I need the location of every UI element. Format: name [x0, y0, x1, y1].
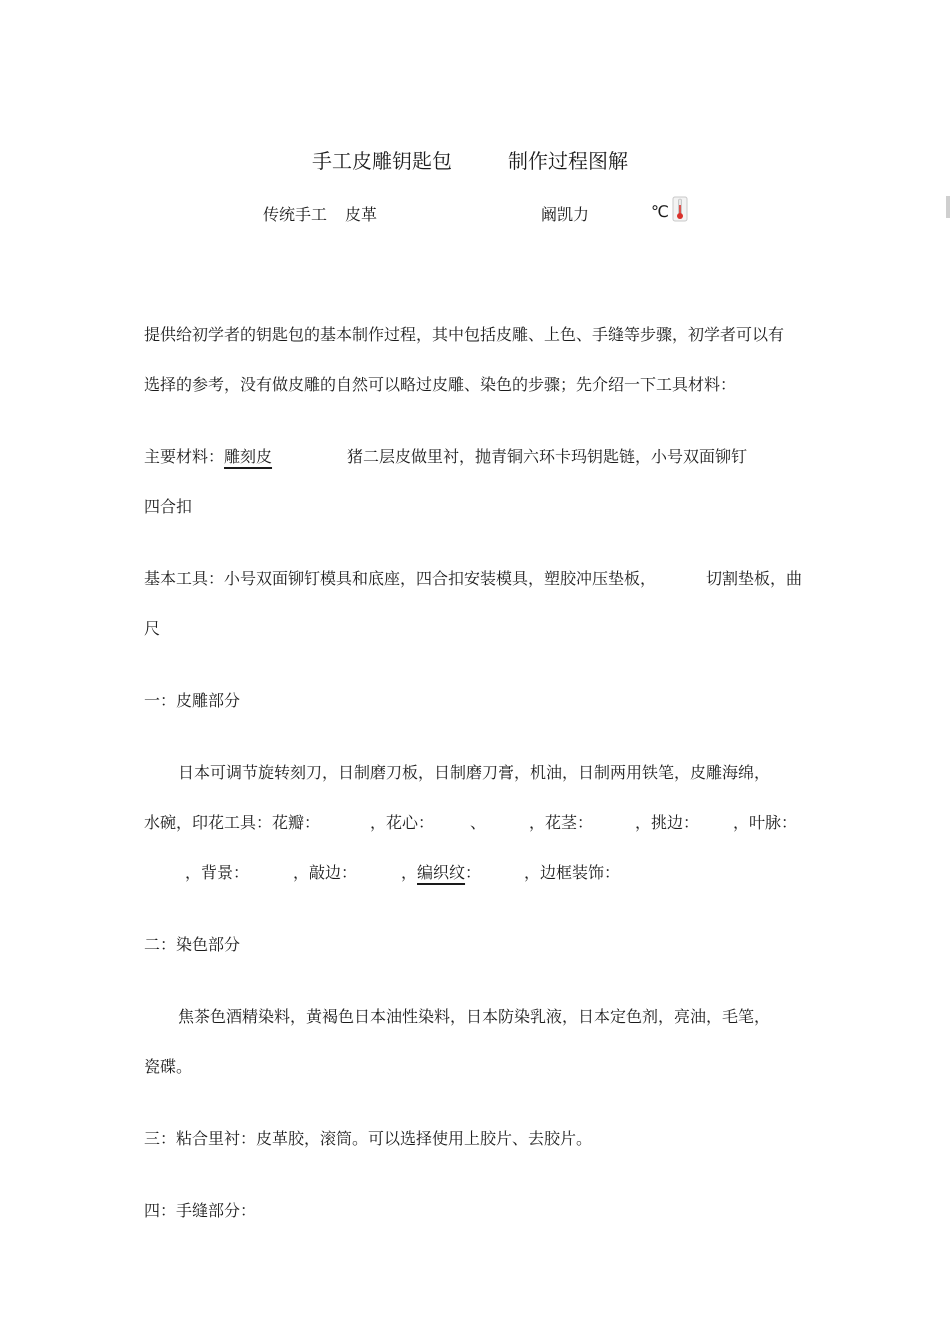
section1-line3-seg2 [401, 860, 481, 883]
subtitle-unit: ℃ [651, 202, 669, 221]
intro-line-2: 选择的参考，没有做皮雕的自然可以略过皮雕、染色的步骤；先介绍一下工具材料： [144, 375, 737, 394]
materials-label: 主要材料： [144, 447, 225, 466]
subtitle-category2: 皮革 [345, 205, 378, 224]
section1-line2-seg1: ，花心： [370, 813, 435, 832]
materials-line-2: 四合扣 [144, 497, 193, 516]
tools-part2: 切割垫板，曲 [706, 569, 803, 588]
section1-line2-seg2: 、 [470, 813, 487, 832]
section1-line3-seg1: ，敲边： [293, 863, 358, 882]
materials-line [144, 444, 272, 467]
page-edge-mark [946, 196, 950, 218]
section1-line-1: 日本可调节旋转刻刀，日制磨刀板，日制磨刀膏，机油，日制两用铁笔，皮雕海绵， [178, 763, 771, 782]
section1-line2-seg4: ，挑边： [635, 813, 700, 832]
section1-line2-seg5: ，叶脉： [733, 813, 798, 832]
section4-heading: 四：手缝部分： [144, 1201, 257, 1220]
tools-part1: 基本工具：小号双面铆钉模具和底座，四合扣安装模具，塑胶冲压垫板， [144, 569, 657, 588]
section1-heading: 一：皮雕部分 [144, 691, 241, 710]
section2-heading: 二：染色部分 [144, 935, 241, 954]
section1-line3-seg5: ，边框装饰： [524, 863, 621, 882]
section1-line3-seg0: ，背景： [185, 863, 250, 882]
subtitle-author: 阚凯力 [541, 205, 590, 224]
section1-weave-pattern: 编织纹 [417, 863, 466, 882]
title-part2: 制作过程图解 [508, 149, 628, 173]
section2-line-1: 焦茶色酒精染料，黄褐色日本油性染料，日本防染乳液，日本定色剂，亮油，毛笔， [178, 1007, 771, 1026]
thermometer-icon [672, 196, 688, 222]
section1-line3-colon: ： [465, 863, 482, 882]
section1-line2-seg3: ，花茎： [529, 813, 594, 832]
title-part1: 手工皮雕钥匙包 [312, 149, 452, 173]
materials-rest: 猪二层皮做里衬，抛青铜六环卡玛钥匙链，小号双面铆钉 [347, 447, 748, 466]
section3-text: 三：粘合里衬：皮革胶，滚筒。可以选择使用上胶片、去胶片。 [144, 1129, 593, 1148]
section1-line2-seg0: 水碗，印花工具：花瓣： [144, 813, 321, 832]
section2-line-2: 瓷碟。 [144, 1057, 193, 1076]
section1-line3-comma: ， [401, 863, 418, 882]
intro-line-1: 提供给初学者的钥匙包的基本制作过程，其中包括皮雕、上色、手缝等步骤，初学者可以有 [144, 325, 785, 344]
subtitle-category1: 传统手工 [263, 205, 328, 224]
materials-first: 雕刻皮 [224, 447, 273, 466]
tools-line-2: 尺 [144, 619, 161, 638]
